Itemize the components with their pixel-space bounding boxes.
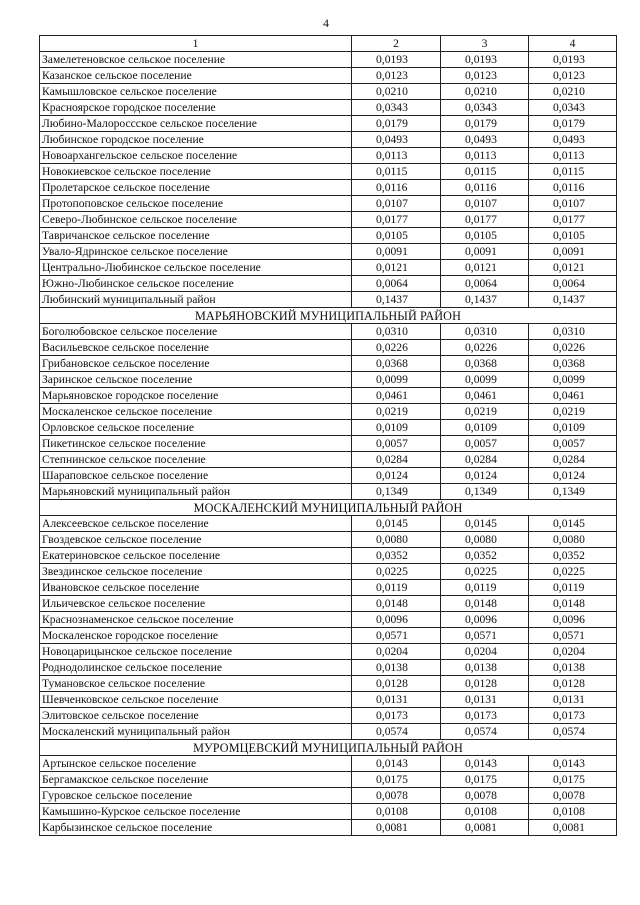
settlement-name-cell: Заринское сельское поселение: [40, 372, 352, 388]
table-row: [40, 388, 617, 404]
table-row: [40, 484, 617, 500]
value-cell-col4: 0,0113: [529, 148, 617, 164]
value-cell-col3: 0,0091: [441, 244, 529, 260]
value-cell-col2: 0,0193: [352, 52, 441, 68]
value-cell-col4: 0,0310: [529, 324, 617, 340]
settlement-name-cell: Гвоздевское сельское поселение: [40, 532, 352, 548]
section-title: МОСКАЛЕНСКИЙ МУНИЦИПАЛЬНЫЙ РАЙОН: [40, 500, 617, 516]
value-cell-col2: 0,0131: [352, 692, 441, 708]
value-cell-col2: 0,0064: [352, 276, 441, 292]
table-row: [40, 548, 617, 564]
value-cell-col2: 0,0574: [352, 724, 441, 740]
value-cell-col4: 0,0128: [529, 676, 617, 692]
value-cell-col3: 0,0113: [441, 148, 529, 164]
table-row: [40, 532, 617, 548]
value-cell-col4: 0,0143: [529, 756, 617, 772]
value-cell-col2: 0,0148: [352, 596, 441, 612]
value-cell-col4: 0,1349: [529, 484, 617, 500]
settlement-name-cell: Васильевское сельское поселение: [40, 340, 352, 356]
table-row: [40, 244, 617, 260]
table-row: [40, 196, 617, 212]
value-cell-col4: 0,0064: [529, 276, 617, 292]
settlements-table: [39, 35, 617, 836]
value-cell-col3: 0,0352: [441, 548, 529, 564]
table-row: [40, 228, 617, 244]
section-title: МАРЬЯНОВСКИЙ МУНИЦИПАЛЬНЫЙ РАЙОН: [40, 308, 617, 324]
value-cell-col3: 0,0177: [441, 212, 529, 228]
settlement-name-cell: Москаленское сельское поселение: [40, 404, 352, 420]
column-header-3: 3: [441, 36, 529, 52]
value-cell-col2: 0,0225: [352, 564, 441, 580]
table-row: [40, 516, 617, 532]
table-row: [40, 564, 617, 580]
value-cell-col2: 0,1349: [352, 484, 441, 500]
value-cell-col3: 0,0064: [441, 276, 529, 292]
table-row: [40, 804, 617, 820]
settlement-name-cell: Москаленское городское поселение: [40, 628, 352, 644]
table-row: [40, 772, 617, 788]
value-cell-col4: 0,0179: [529, 116, 617, 132]
value-cell-col3: 0,0115: [441, 164, 529, 180]
table-row: [40, 292, 617, 308]
value-cell-col4: 0,0115: [529, 164, 617, 180]
value-cell-col4: 0,0108: [529, 804, 617, 820]
value-cell-col4: 0,0119: [529, 580, 617, 596]
settlement-name-cell: Южно-Любинское сельское поселение: [40, 276, 352, 292]
value-cell-col4: 0,0175: [529, 772, 617, 788]
value-cell-col4: 0,0148: [529, 596, 617, 612]
value-cell-col3: 0,0109: [441, 420, 529, 436]
settlement-name-cell: Шевченковское сельское поселение: [40, 692, 352, 708]
settlement-name-cell: Ильичевское сельское поселение: [40, 596, 352, 612]
section-header-row: [40, 740, 617, 756]
value-cell-col4: 0,0574: [529, 724, 617, 740]
table-row: [40, 436, 617, 452]
value-cell-col2: 0,0115: [352, 164, 441, 180]
settlement-name-cell: Замелетеновское сельское поселение: [40, 52, 352, 68]
table-row: [40, 404, 617, 420]
column-header-2: 2: [352, 36, 441, 52]
settlement-name-cell: Увало-Ядринское сельское поселение: [40, 244, 352, 260]
settlement-name-cell: Камышино-Курское сельское поселение: [40, 804, 352, 820]
value-cell-col2: 0,0226: [352, 340, 441, 356]
value-cell-col2: 0,0310: [352, 324, 441, 340]
settlement-name-cell: Красноярское городское поселение: [40, 100, 352, 116]
table-row: [40, 212, 617, 228]
value-cell-col2: 0,0352: [352, 548, 441, 564]
table-row: [40, 596, 617, 612]
value-cell-col4: 0,0225: [529, 564, 617, 580]
value-cell-col2: 0,0119: [352, 580, 441, 596]
settlement-name-cell: Гуровское сельское поселение: [40, 788, 352, 804]
value-cell-col3: 0,0145: [441, 516, 529, 532]
table-row: [40, 580, 617, 596]
table-row: [40, 100, 617, 116]
table-row: [40, 356, 617, 372]
value-cell-col4: 0,0078: [529, 788, 617, 804]
value-cell-col2: 0,0113: [352, 148, 441, 164]
value-cell-col3: 0,0368: [441, 356, 529, 372]
value-cell-col3: 0,1437: [441, 292, 529, 308]
settlement-name-cell: Любино-Малороссское сельское поселение: [40, 116, 352, 132]
value-cell-col4: 0,0226: [529, 340, 617, 356]
value-cell-col2: 0,0175: [352, 772, 441, 788]
value-cell-col4: 0,0368: [529, 356, 617, 372]
value-cell-col4: 0,0109: [529, 420, 617, 436]
value-cell-col3: 0,0116: [441, 180, 529, 196]
settlement-name-cell: Новоархангельское сельское поселение: [40, 148, 352, 164]
value-cell-col2: 0,0219: [352, 404, 441, 420]
value-cell-col3: 0,0080: [441, 532, 529, 548]
table-row: [40, 68, 617, 84]
settlement-name-cell: Степнинское сельское поселение: [40, 452, 352, 468]
value-cell-col4: 0,0107: [529, 196, 617, 212]
value-cell-col4: 0,0219: [529, 404, 617, 420]
value-cell-col3: 0,0204: [441, 644, 529, 660]
table-row: [40, 340, 617, 356]
value-cell-col4: 0,0284: [529, 452, 617, 468]
table-row: [40, 788, 617, 804]
value-cell-col3: 0,0124: [441, 468, 529, 484]
value-cell-col4: 0,0352: [529, 548, 617, 564]
value-cell-col3: 0,0119: [441, 580, 529, 596]
value-cell-col3: 0,0131: [441, 692, 529, 708]
table-row: [40, 676, 617, 692]
table-row: [40, 724, 617, 740]
value-cell-col4: 0,0461: [529, 388, 617, 404]
page-number: 4: [323, 16, 329, 30]
value-cell-col2: 0,0138: [352, 660, 441, 676]
settlement-name-cell: Протопоповское сельское поселение: [40, 196, 352, 212]
value-cell-col2: 0,0096: [352, 612, 441, 628]
table-row: [40, 468, 617, 484]
value-cell-col2: 0,0145: [352, 516, 441, 532]
table-row: [40, 52, 617, 68]
value-cell-col2: 0,0057: [352, 436, 441, 452]
value-cell-col3: 0,0343: [441, 100, 529, 116]
value-cell-col4: 0,0124: [529, 468, 617, 484]
value-cell-col4: 0,0080: [529, 532, 617, 548]
value-cell-col2: 0,0179: [352, 116, 441, 132]
value-cell-col2: 0,0121: [352, 260, 441, 276]
value-cell-col2: 0,0080: [352, 532, 441, 548]
value-cell-col4: 0,0204: [529, 644, 617, 660]
value-cell-col4: 0,0123: [529, 68, 617, 84]
value-cell-col3: 0,0138: [441, 660, 529, 676]
value-cell-col3: 0,0078: [441, 788, 529, 804]
value-cell-col3: 0,1349: [441, 484, 529, 500]
settlement-name-cell: Боголюбовское сельское поселение: [40, 324, 352, 340]
value-cell-col3: 0,0108: [441, 804, 529, 820]
settlement-name-cell: Ивановское сельское поселение: [40, 580, 352, 596]
value-cell-col3: 0,0493: [441, 132, 529, 148]
value-cell-col3: 0,0081: [441, 820, 529, 836]
value-cell-col4: 0,0145: [529, 516, 617, 532]
value-cell-col4: 0,0121: [529, 260, 617, 276]
value-cell-col3: 0,0310: [441, 324, 529, 340]
settlement-name-cell: Москаленский муниципальный район: [40, 724, 352, 740]
value-cell-col3: 0,0210: [441, 84, 529, 100]
value-cell-col4: 0,0131: [529, 692, 617, 708]
table-row: [40, 260, 617, 276]
value-cell-col4: 0,0571: [529, 628, 617, 644]
value-cell-col2: 0,0081: [352, 820, 441, 836]
value-cell-col3: 0,0226: [441, 340, 529, 356]
table-row: [40, 756, 617, 772]
table-row: [40, 692, 617, 708]
table-row: [40, 820, 617, 836]
value-cell-col3: 0,0193: [441, 52, 529, 68]
value-cell-col4: 0,1437: [529, 292, 617, 308]
value-cell-col2: 0,0368: [352, 356, 441, 372]
value-cell-col4: 0,0138: [529, 660, 617, 676]
settlement-name-cell: Элитовское сельское поселение: [40, 708, 352, 724]
table-row: [40, 132, 617, 148]
column-header-4: 4: [529, 36, 617, 52]
settlement-name-cell: Любинское городское поселение: [40, 132, 352, 148]
value-cell-col4: 0,0193: [529, 52, 617, 68]
table-row: [40, 628, 617, 644]
value-cell-col4: 0,0173: [529, 708, 617, 724]
value-cell-col2: 0,0107: [352, 196, 441, 212]
value-cell-col2: 0,0124: [352, 468, 441, 484]
value-cell-col2: 0,0210: [352, 84, 441, 100]
settlement-name-cell: Бергамакское сельское поселение: [40, 772, 352, 788]
value-cell-col3: 0,0107: [441, 196, 529, 212]
table-row: [40, 372, 617, 388]
value-cell-col2: 0,0571: [352, 628, 441, 644]
value-cell-col2: 0,0099: [352, 372, 441, 388]
settlement-name-cell: Карбызинское сельское поселение: [40, 820, 352, 836]
value-cell-col4: 0,0343: [529, 100, 617, 116]
value-cell-col2: 0,0078: [352, 788, 441, 804]
value-cell-col2: 0,0204: [352, 644, 441, 660]
settlement-name-cell: Центрально-Любинское сельское поселение: [40, 260, 352, 276]
table-row: [40, 148, 617, 164]
table-row: [40, 452, 617, 468]
table-header-row: [40, 36, 617, 52]
table-row: [40, 84, 617, 100]
value-cell-col2: 0,0109: [352, 420, 441, 436]
value-cell-col3: 0,0096: [441, 612, 529, 628]
value-cell-col4: 0,0091: [529, 244, 617, 260]
value-cell-col2: 0,0116: [352, 180, 441, 196]
value-cell-col2: 0,0284: [352, 452, 441, 468]
value-cell-col2: 0,0128: [352, 676, 441, 692]
settlement-name-cell: Северо-Любинское сельское поселение: [40, 212, 352, 228]
value-cell-col4: 0,0057: [529, 436, 617, 452]
settlement-name-cell: Краснознаменское сельское поселение: [40, 612, 352, 628]
value-cell-col3: 0,0179: [441, 116, 529, 132]
value-cell-col3: 0,0571: [441, 628, 529, 644]
value-cell-col3: 0,0121: [441, 260, 529, 276]
value-cell-col3: 0,0175: [441, 772, 529, 788]
value-cell-col3: 0,0574: [441, 724, 529, 740]
table-row: [40, 116, 617, 132]
settlement-name-cell: Пикетинское сельское поселение: [40, 436, 352, 452]
value-cell-col4: 0,0096: [529, 612, 617, 628]
settlement-name-cell: Артынское сельское поселение: [40, 756, 352, 772]
settlement-name-cell: Любинский муниципальный район: [40, 292, 352, 308]
settlement-name-cell: Тумановское сельское поселение: [40, 676, 352, 692]
value-cell-col3: 0,0123: [441, 68, 529, 84]
value-cell-col3: 0,0219: [441, 404, 529, 420]
section-header-row: [40, 500, 617, 516]
value-cell-col2: 0,0343: [352, 100, 441, 116]
section-header-row: [40, 308, 617, 324]
value-cell-col4: 0,0493: [529, 132, 617, 148]
value-cell-col4: 0,0105: [529, 228, 617, 244]
value-cell-col3: 0,0105: [441, 228, 529, 244]
value-cell-col3: 0,0461: [441, 388, 529, 404]
settlement-name-cell: Пролетарское сельское поселение: [40, 180, 352, 196]
column-header-1: 1: [40, 36, 352, 52]
value-cell-col3: 0,0225: [441, 564, 529, 580]
value-cell-col3: 0,0173: [441, 708, 529, 724]
settlement-name-cell: Марьяновский муниципальный район: [40, 484, 352, 500]
value-cell-col4: 0,0177: [529, 212, 617, 228]
value-cell-col3: 0,0143: [441, 756, 529, 772]
value-cell-col2: 0,0461: [352, 388, 441, 404]
value-cell-col2: 0,0173: [352, 708, 441, 724]
settlement-name-cell: Шараповское сельское поселение: [40, 468, 352, 484]
settlement-name-cell: Казанское сельское поселение: [40, 68, 352, 84]
value-cell-col3: 0,0057: [441, 436, 529, 452]
table-row: [40, 324, 617, 340]
value-cell-col4: 0,0081: [529, 820, 617, 836]
value-cell-col2: 0,0108: [352, 804, 441, 820]
value-cell-col2: 0,0123: [352, 68, 441, 84]
settlement-name-cell: Орловское сельское поселение: [40, 420, 352, 436]
table-row: [40, 612, 617, 628]
value-cell-col2: 0,0091: [352, 244, 441, 260]
settlement-name-cell: Алексеевское сельское поселение: [40, 516, 352, 532]
value-cell-col3: 0,0148: [441, 596, 529, 612]
settlement-name-cell: Екатериновское сельское поселение: [40, 548, 352, 564]
settlement-name-cell: Камышловское сельское поселение: [40, 84, 352, 100]
settlement-name-cell: Новоцарицынское сельское поселение: [40, 644, 352, 660]
settlement-name-cell: Марьяновское городское поселение: [40, 388, 352, 404]
table-row: [40, 180, 617, 196]
table-row: [40, 276, 617, 292]
value-cell-col4: 0,0099: [529, 372, 617, 388]
table-row: [40, 164, 617, 180]
settlement-name-cell: Новокиевское сельское поселение: [40, 164, 352, 180]
value-cell-col4: 0,0210: [529, 84, 617, 100]
settlement-name-cell: Грибановское сельское поселение: [40, 356, 352, 372]
value-cell-col3: 0,0128: [441, 676, 529, 692]
value-cell-col2: 0,0493: [352, 132, 441, 148]
table-row: [40, 644, 617, 660]
table-body: [40, 52, 617, 836]
table-row: [40, 708, 617, 724]
settlement-name-cell: Тавричанское сельское поселение: [40, 228, 352, 244]
table-row: [40, 420, 617, 436]
value-cell-col2: 0,0105: [352, 228, 441, 244]
value-cell-col2: 0,1437: [352, 292, 441, 308]
table-row: [40, 660, 617, 676]
value-cell-col2: 0,0177: [352, 212, 441, 228]
value-cell-col2: 0,0143: [352, 756, 441, 772]
settlement-name-cell: Звездинское сельское поселение: [40, 564, 352, 580]
section-title: МУРОМЦЕВСКИЙ МУНИЦИПАЛЬНЫЙ РАЙОН: [40, 740, 617, 756]
value-cell-col3: 0,0284: [441, 452, 529, 468]
value-cell-col3: 0,0099: [441, 372, 529, 388]
value-cell-col4: 0,0116: [529, 180, 617, 196]
settlement-name-cell: Роднодолинское сельское поселение: [40, 660, 352, 676]
